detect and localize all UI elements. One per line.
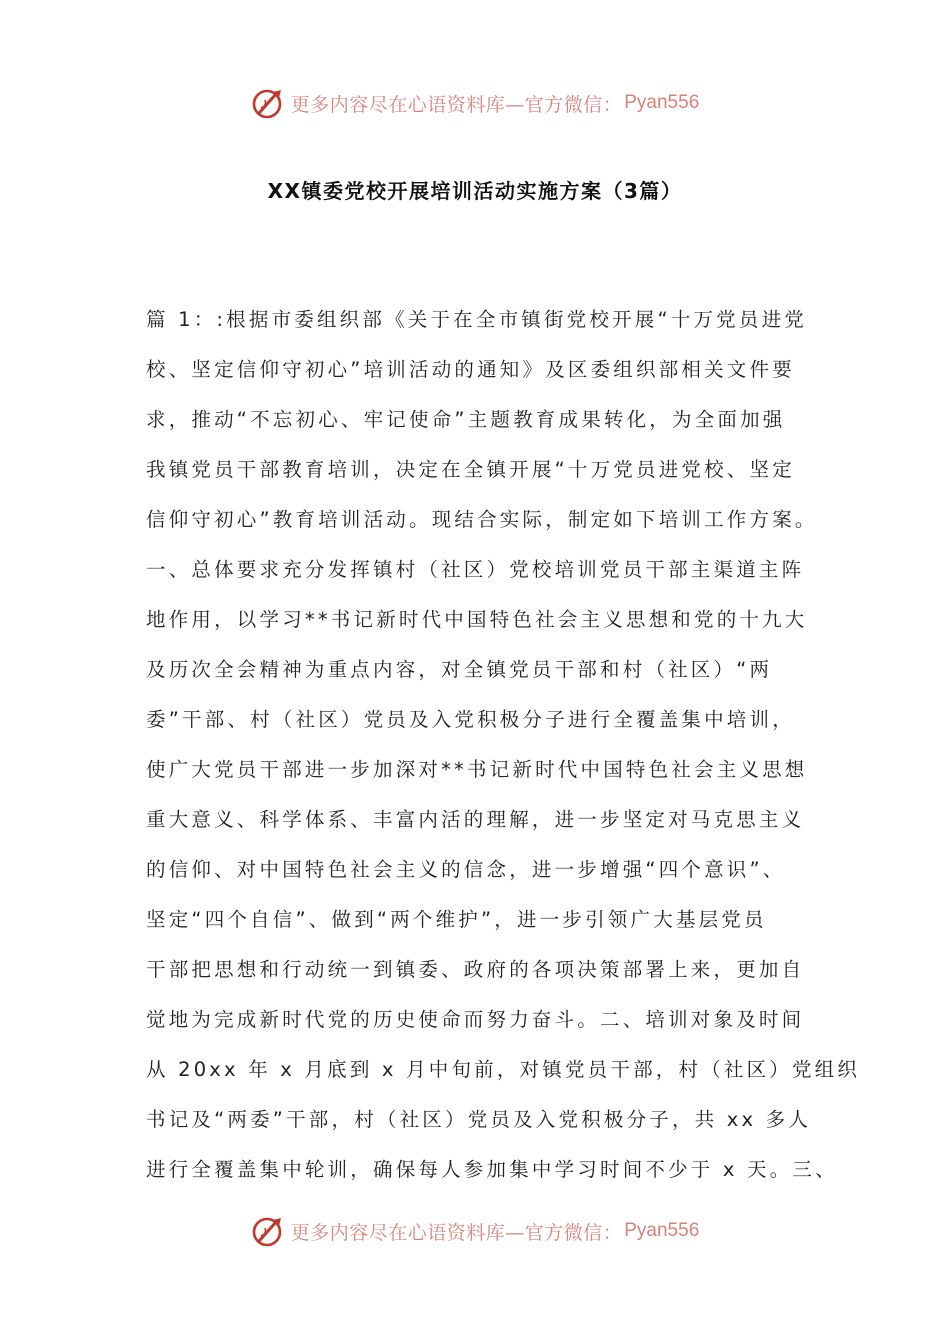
body-line: 重大意义、科学体系、丰富内活的理解，进一步坚定对马克思主义 bbox=[146, 808, 805, 831]
body-line: 委”干部、村（社区）党员及入党积极分子进行全覆盖集中培训， bbox=[146, 708, 795, 731]
body-line: 一、总体要求充分发挥镇村（社区）党校培训党员干部主渠道主阵 bbox=[146, 558, 805, 581]
document-title: XX镇委党校开展培训活动实施方案（3篇） bbox=[267, 179, 683, 203]
body-line: 从 20xx 年 x 月底到 x 月中旬前，对镇党员干部，村（社区）党组织 bbox=[146, 1058, 861, 1081]
pen-circle-logo-icon bbox=[251, 1214, 285, 1248]
body-line: 使广大党员干部进一步加深对**书记新时代中国特色社会主义思想 bbox=[146, 758, 808, 781]
body-line: 地作用，以学习**书记新时代中国特色社会主义思想和党的十九大 bbox=[146, 608, 808, 631]
body-line: 我镇党员干部教育培训，决定在全镇开展“十万党员进党校、坚定 bbox=[146, 458, 795, 481]
watermark-brand: Pyan556 bbox=[624, 92, 700, 113]
document-body bbox=[146, 295, 861, 1195]
body-line: 的信仰、对中国特色社会主义的信念，进一步增强“四个意识”、 bbox=[146, 858, 786, 881]
body-line: 及历次全会精神为重点内容，对全镇党员干部和村（社区）“两 bbox=[146, 658, 773, 681]
body-line: 校、坚定信仰守初心”培训活动的通知》及区委组织部相关文件要 bbox=[146, 358, 795, 381]
body-line: 书记及“两委”干部，村（社区）党员及入党积极分子，共 xx 多人 bbox=[146, 1108, 812, 1131]
pen-circle-logo-icon bbox=[251, 86, 285, 120]
body-line: 信仰守初心”教育培训活动。现结合实际，制定如下培训工作方案。 bbox=[146, 508, 818, 531]
footer-watermark bbox=[0, 1211, 950, 1251]
body-line: 篇 1：:根据市委组织部《关于在全市镇街党校开展“十万党员进党 bbox=[146, 308, 807, 331]
watermark-text: 更多内容尽在心语资料库—官方微信： bbox=[290, 1221, 623, 1244]
watermark-brand: Pyan556 bbox=[624, 1220, 700, 1241]
body-line: 坚定“四个自信”、做到“两个维护”，进一步引领广大基层党员 bbox=[146, 908, 767, 931]
header-watermark bbox=[0, 83, 950, 123]
body-line: 觉地为完成新时代党的历史使命而努力奋斗。二、培训对象及时间 bbox=[146, 1008, 805, 1031]
body-line: 求，推动“不忘初心、牢记使命”主题教育成果转化，为全面加强 bbox=[146, 408, 786, 431]
body-line: 干部把思想和行动统一到镇委、政府的各项决策部署上来，更加自 bbox=[146, 958, 805, 981]
body-line: 进行全覆盖集中轮训，确保每人参加集中学习时间不少于 x 天。三、 bbox=[146, 1158, 838, 1181]
watermark-text: 更多内容尽在心语资料库—官方微信： bbox=[290, 93, 623, 116]
